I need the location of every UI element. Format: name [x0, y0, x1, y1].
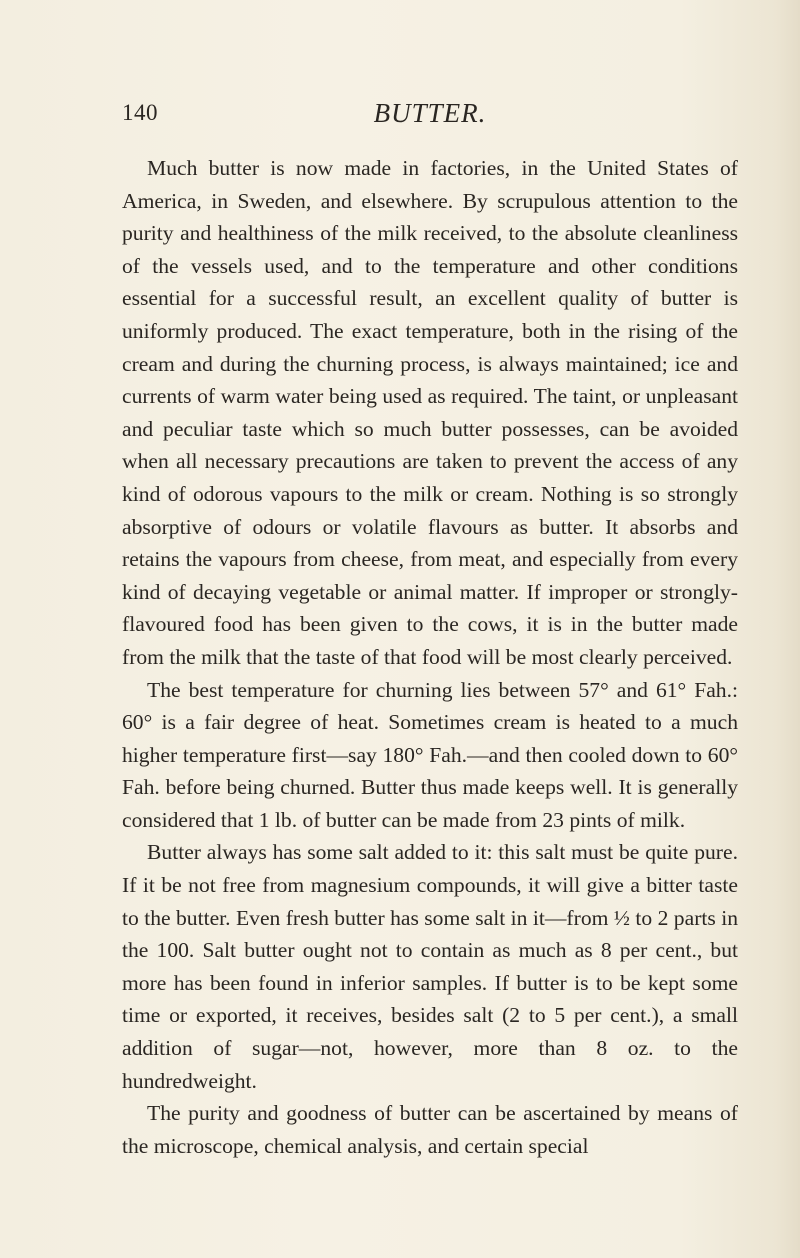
- paragraph-1: Much butter is now made in factories, in the United States of America, in Sweden, and elsewhere. By scrupulous attention to the purity and healthiness of the milk received, to the absolute cleanliness of the vessels used, and to the temperature and other conditions essential for a successful result, an excellent quality of butter is uniformly produced. The exact temperature, both in the rising of the cream and during the churning process, is always maintained; ice and currents of warm water being used as required. The taint, or unpleasant and peculiar taste which so much butter possesses, can be avoided when all necessary precautions are taken to prevent the access of any kind of odorous vapours to the milk or cream. Nothing is so strongly absorptive of odours or volatile flavours as butter. It absorbs and retains the vapours from cheese, from meat, and especially from every kind of decaying vegetable or animal matter. If improper or strongly-flavoured food has been given to the cows, it is in the butter made from the milk that the taste of that food will be most clearly perceived.: [122, 156, 738, 669]
- paragraph-2: The best temperature for churning lies between 57° and 61° Fah.: 60° is a fair degree of heat. Sometimes cream is heated to a much higher temperature first—say 180° Fah.—and then cooled down to 60° Fah. before being churned. Butter thus made keeps well. It is generally considered that 1 lb. of butter can be made from 23 pints of milk.: [122, 677, 738, 832]
- paragraph-3: Butter always has some salt added to it: this salt must be quite pure. If it be not free from magnesium compounds, it will give a bitter taste to the butter. Even fresh butter has some salt in it—from ½ to 2 parts in the 100. Salt butter ought not to contain as much as 8 per cent., but more has been found in inferior samples. If butter is to be kept some time or exported, it receives, besides salt (2 to 5 per cent.), a small addition of sugar—not, however, more than 8 oz. to the hundredweight.: [122, 840, 738, 1093]
- body-text: [122, 152, 738, 1162]
- paragraph-4: The purity and goodness of butter can be ascertained by means of the microscope, chemical analysis, and certain special: [122, 1101, 738, 1158]
- page-number: 140: [122, 100, 158, 125]
- running-head: BUTTER.: [373, 98, 487, 128]
- page-header: [122, 100, 738, 136]
